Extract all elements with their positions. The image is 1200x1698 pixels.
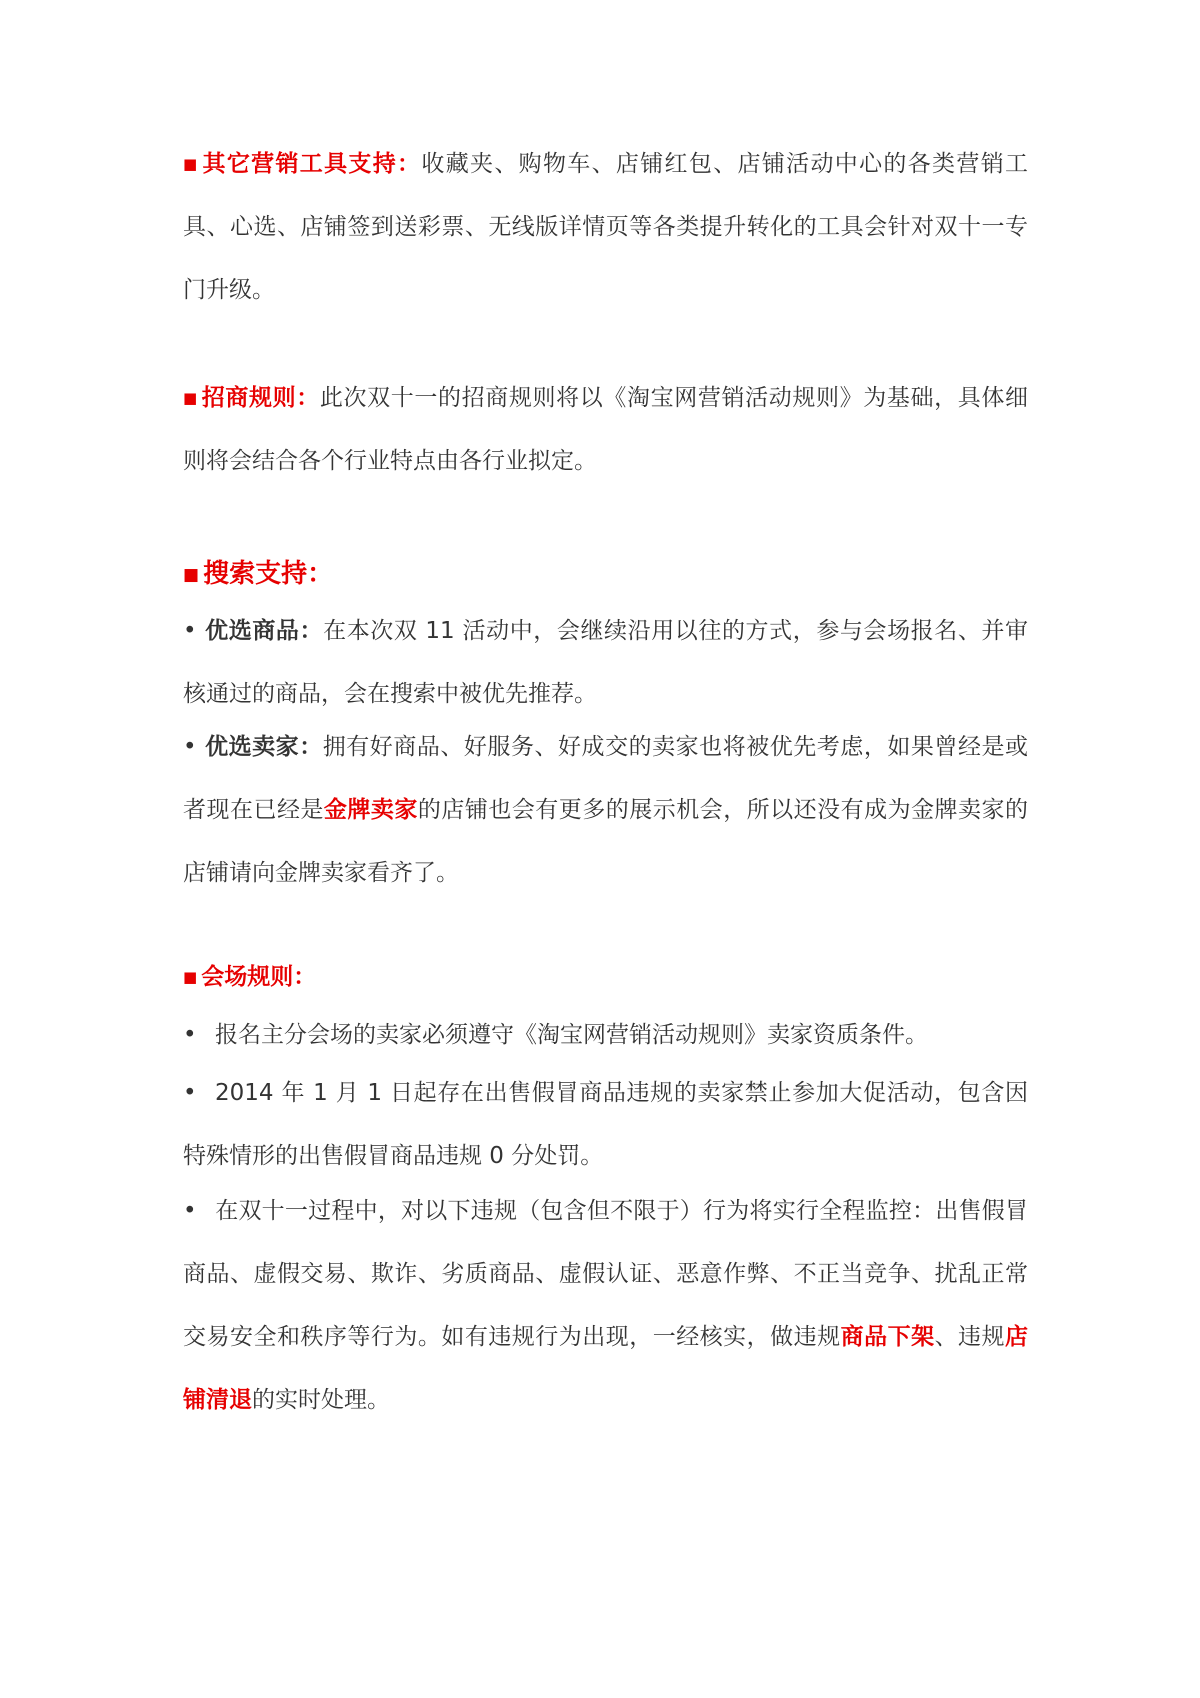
highlight-store-clearance: 店铺清退 [183,1324,1029,1413]
square-bullet-icon: ■ [183,968,198,986]
highlight-goods-removal: 商品下架 [840,1324,935,1350]
bullet-icon: • [183,1080,197,1106]
square-bullet-icon: ■ [183,565,200,585]
item-label: 优选卖家： [204,734,323,760]
item-label: 优选商品： [204,618,324,644]
item-text: 在本次双 11 活动中，会继续沿用以往的方式，参与会场报名、并审核通过的商品，会在搜索中被优先推荐。 [183,618,1029,707]
list-item-preferred-sellers [183,716,1028,905]
bullet-icon: • [183,1022,197,1048]
section-search-support [183,543,1028,607]
section-venue-rules [183,946,1028,1009]
section-title: 搜索支持： [203,559,334,589]
section-merchant-rules [183,367,1028,493]
bullet-icon: • [183,1198,197,1224]
section-title: 其它营销工具支持： [202,151,422,177]
item-text-after: 的店铺也会有更多的展示机会，所以还没有成为金牌卖家的店铺请向金牌卖家看齐了。 [183,797,1029,886]
bullet-icon: • [183,618,197,644]
item-text-middle: 、违规 [934,1324,1006,1350]
list-item-preferred-goods [183,600,1028,726]
list-item-venue-rule-3 [183,1180,1028,1432]
square-bullet-icon: ■ [183,155,199,173]
item-text-after: 的实时处理。 [252,1387,390,1413]
section-body: 收藏夹、购物车、店铺红包、店铺活动中心的各类营销工具、心选、店铺签到送彩票、无线版详情页等各类提升转化的工具会针对双十一专门升级。 [183,151,1029,303]
square-bullet-icon: ■ [183,389,198,407]
section-title: 会场规则： [201,964,317,990]
list-item-venue-rule-2 [183,1062,1028,1188]
item-text: 报名主分会场的卖家必须遵守《淘宝网营销活动规则》卖家资质条件。 [215,1022,928,1048]
item-text: 拥有好商品、好服务、好成交的卖家也将被优先考虑，如果曾经是或者现在已经是 [183,734,1029,823]
section-body: 此次双十一的招商规则将以《淘宝网营销活动规则》为基础，具体细则将会结合各个行业特点由各行业拟定。 [183,385,1028,474]
list-item-venue-rule-1 [183,1004,1028,1067]
section-title: 招商规则： [201,385,320,411]
bullet-icon: • [183,734,197,760]
item-text: 2014 年 1 月 1 日起存在出售假冒商品违规的卖家禁止参加大促活动，包含因特殊情形的出售假冒商品违规 0 分处罚。 [183,1080,1028,1169]
item-text: 在双十一过程中，对以下违规（包含但不限于）行为将实行全程监控：出售假冒商品、虚假交易、欺诈、劣质商品、虚假认证、恶意作弊、不正当竞争、扰乱正常交易安全和秩序等行为。如有违规行为出现，一经核实，做违规 [183,1198,1028,1350]
highlight-gold-seller: 金牌卖家 [323,797,418,823]
section-marketing-tools [183,133,1028,322]
